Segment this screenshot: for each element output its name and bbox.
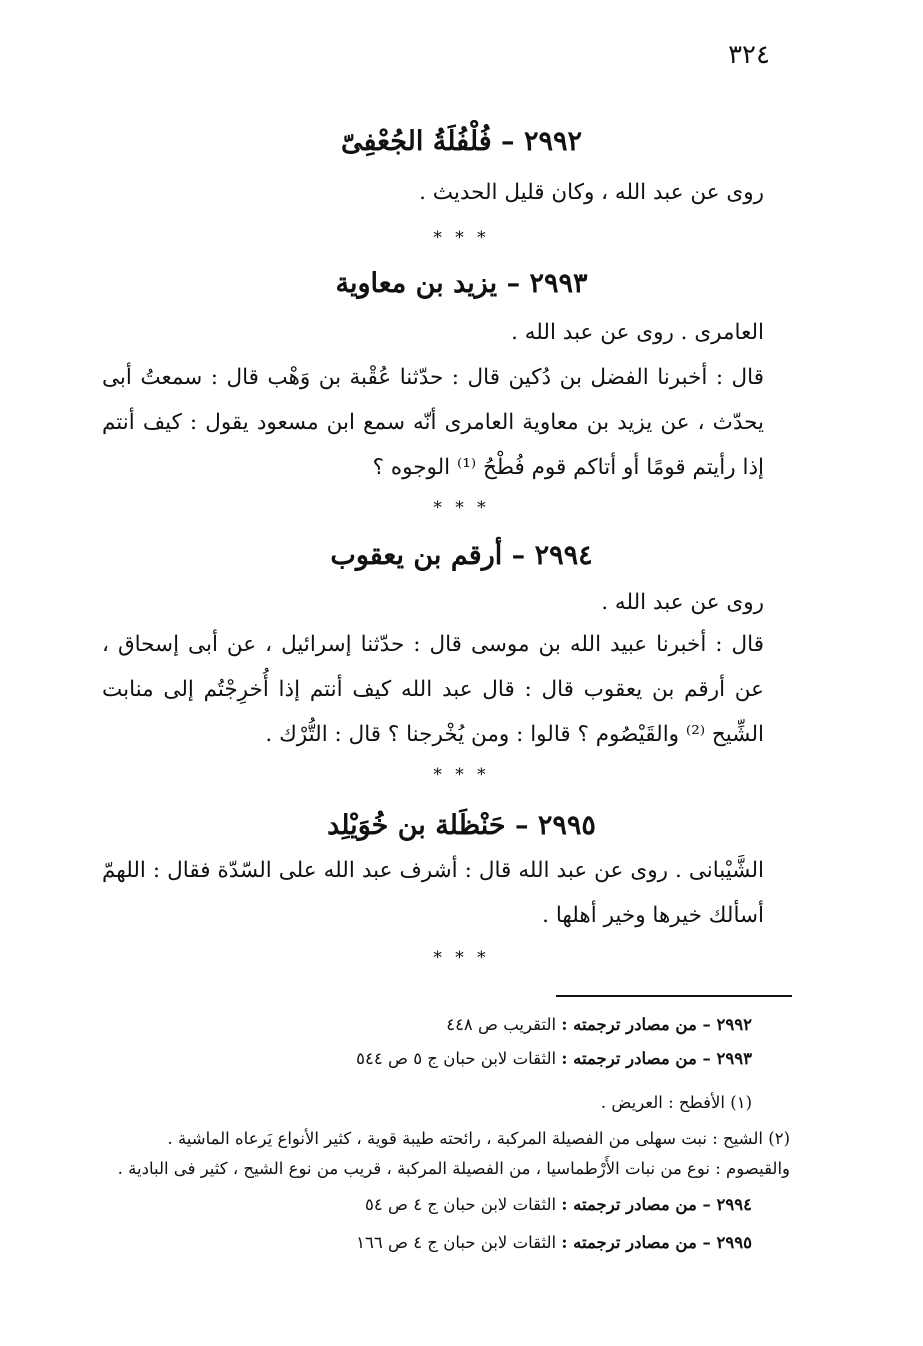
entry-heading-2995: ٢٩٩٥ – حَنْظَلة بن خُوَيْلِد bbox=[327, 810, 596, 841]
footnote-source-2995 bbox=[100, 1230, 752, 1256]
footnote-text: الثقات لابن حبان ج ٥ ص ٥٤٤ bbox=[356, 1049, 562, 1068]
footnote-text: الثقات لابن حبان ج ٤ ص ٥٤ bbox=[365, 1195, 562, 1214]
footnote-text: الثقات لابن حبان ج ٤ ص ١٦٦ bbox=[356, 1233, 562, 1252]
page-number: ٣٢٤ bbox=[728, 40, 770, 70]
footnote-text: التقريب ص ٤٤٨ bbox=[446, 1015, 562, 1034]
entry-heading-2994: ٢٩٩٤ – أرقم بن يعقوب bbox=[330, 540, 593, 571]
entry-heading-2993: ٢٩٩٣ – يزيد بن معاوية bbox=[335, 268, 588, 299]
section-separator: * * * bbox=[433, 765, 490, 785]
section-separator: * * * bbox=[433, 948, 490, 968]
footnote-label: ٢٩٩٤ – من مصادر ترجمته : bbox=[561, 1195, 752, 1214]
entry-text-2994-a: روى عن عبد الله . bbox=[601, 590, 764, 615]
entry-text-2992: روى عن عبد الله ، وكان قليل الحديث . bbox=[419, 180, 764, 205]
footnote-label: ٢٩٩٣ – من مصادر ترجمته : bbox=[561, 1049, 752, 1068]
entry-text-2993-a: العامرى . روى عن عبد الله . bbox=[511, 320, 764, 345]
entry-heading-2992: ٢٩٩٢ – فُلْفُلَةُ الجُعْفِىّ bbox=[341, 126, 582, 157]
footnote-rule bbox=[556, 995, 792, 997]
footnote-source-2994 bbox=[100, 1192, 752, 1218]
footnote-label: ٢٩٩٥ – من مصادر ترجمته : bbox=[561, 1233, 752, 1252]
footnote-source-2992 bbox=[100, 1012, 752, 1038]
entry-text-2995: الشَّيْبانى . روى عن عبد الله قال : أشرف عبد الله على السّدّة فقال : اللهمّ أسألك خيرها وخير أهلها . bbox=[102, 858, 764, 928]
footnote-2: (٢) الشيح : نبت سهلى من الفصيلة المركبة ، رائحته طيبة قوية ، كثير الأنواع يَرعاه الماشية . والقيصوم : نوع من نبات الأَرْطماسيا ، من الفصيلة المركبة ، قريب من نوع الشيح ، كثير فى البادية . bbox=[117, 1129, 790, 1178]
entry-text-2993-b: قال : أخبرنا الفضل بن دُكين قال : حدّثنا عُقْبة بن وَهْب قال : سمعتُ أبى يحدّث ، عن يزيد بن معاوية العامرى أنّه سمع ابن مسعود يقول : كيف أنتم إذا رأيتم قومًا أو أتاكم قوم فُطْحُ ⁽¹⁾ الوجوه ؟ bbox=[102, 365, 764, 480]
section-separator: * * * bbox=[433, 228, 490, 248]
footnote-1: (١) الأفطح : العريض . bbox=[600, 1093, 752, 1112]
section-separator: * * * bbox=[433, 498, 490, 518]
entry-text-2994-b: قال : أخبرنا عبيد الله بن موسى قال : حدّثنا إسرائيل ، عن أبى إسحاق ، عن أرقم بن يعقوب قال : قال عبد الله كيف أنتم إذا أُخرِجْتُم إلى منابت الشِّيح ⁽²⁾ والقَيْصُوم ؟ قالوا : ومن يُخْرجنا ؟ قال : التُّرْك . bbox=[102, 632, 764, 747]
footnote-label: ٢٩٩٢ – من مصادر ترجمته : bbox=[561, 1015, 752, 1034]
footnote-source-2993 bbox=[100, 1046, 752, 1072]
